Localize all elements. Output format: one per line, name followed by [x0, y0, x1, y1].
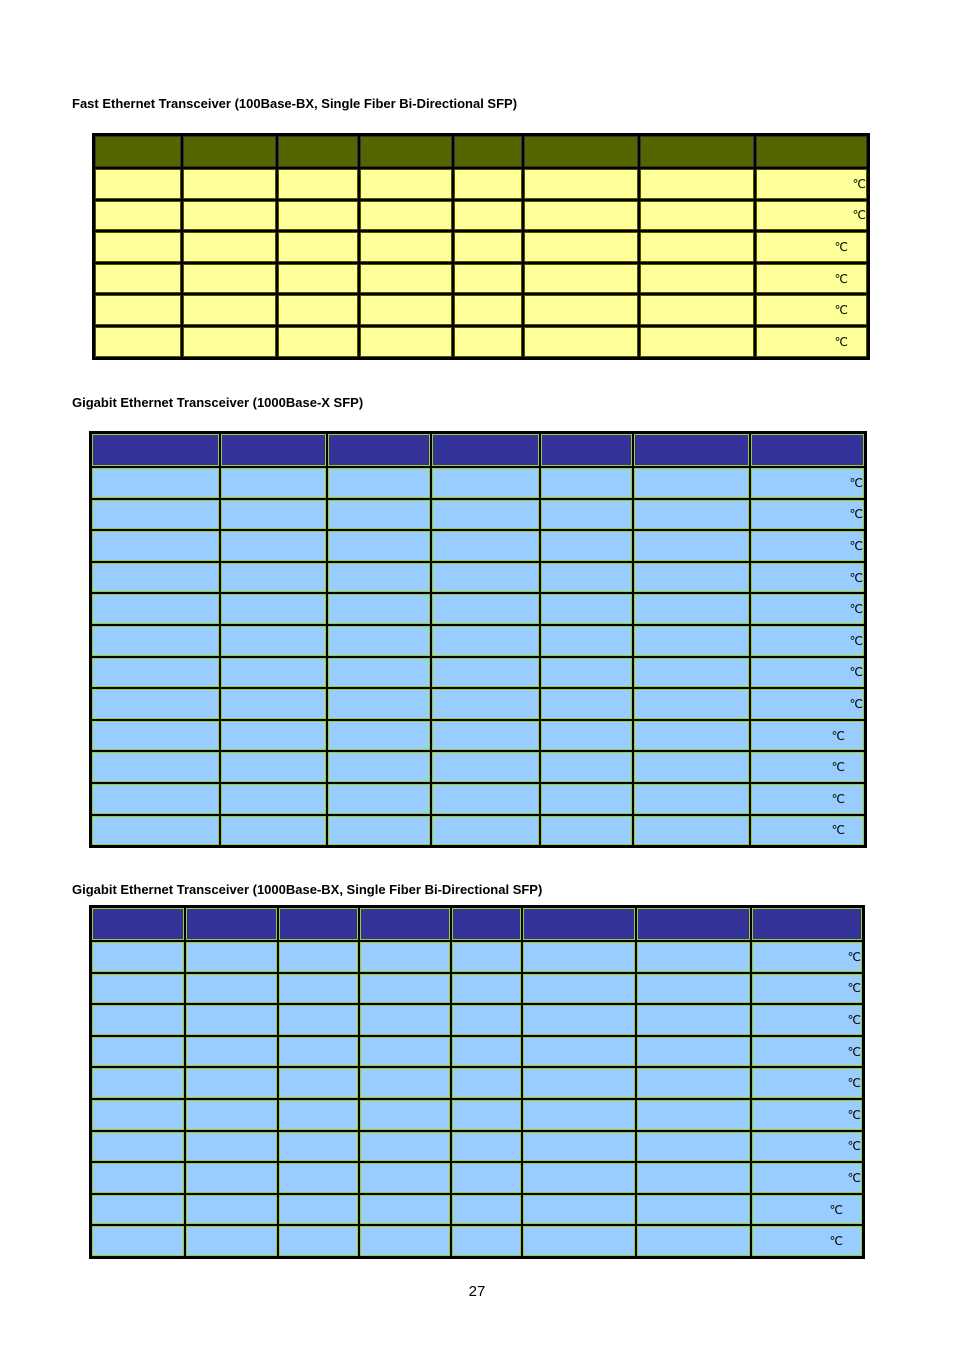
gigabit-bx-table [89, 905, 865, 1259]
table-cell [452, 1005, 520, 1035]
table-cell [452, 1195, 520, 1225]
table-cell [92, 784, 219, 814]
table-row [92, 721, 864, 751]
table-cell [523, 1226, 635, 1256]
table-cell [92, 689, 219, 719]
table-cell [432, 752, 539, 782]
table-cell [328, 658, 430, 688]
header-cell [92, 434, 219, 466]
table-cell [328, 500, 430, 530]
table-cell [634, 752, 749, 782]
table-cell [92, 531, 219, 561]
table-cell [186, 1005, 277, 1035]
table-cell [360, 974, 450, 1004]
table-cell [637, 974, 750, 1004]
header-cell [95, 136, 181, 167]
table-cell [454, 201, 522, 231]
table-cell [634, 721, 749, 751]
table-row [92, 531, 864, 561]
header-cell [452, 908, 520, 940]
table-cell [360, 1163, 450, 1193]
header-cell [524, 136, 638, 167]
header-cell [183, 136, 276, 167]
header-cell [637, 908, 750, 940]
table-row [92, 1037, 862, 1067]
table-cell [92, 1195, 184, 1225]
table-cell [186, 1195, 277, 1225]
table-cell [634, 689, 749, 719]
table-cell [541, 626, 632, 656]
table-row [92, 1005, 862, 1035]
table-row [92, 1068, 862, 1098]
table-cell [637, 1100, 750, 1130]
table-cell [541, 784, 632, 814]
temperature-cell: ℃ [752, 1005, 862, 1035]
table-cell [524, 169, 638, 199]
header-cell [756, 136, 867, 167]
table-cell [279, 1068, 358, 1098]
table-cell [640, 232, 754, 262]
table-cell [524, 264, 638, 294]
table-cell [92, 1132, 184, 1162]
table-cell [360, 1195, 450, 1225]
table-cell [183, 327, 276, 357]
table-cell [637, 942, 750, 972]
section-title-fast-ethernet-bx: Fast Ethernet Transceiver (100Base-BX, Single Fiber Bi-Directional SFP) [72, 96, 518, 111]
table-cell [432, 626, 539, 656]
table-cell [186, 1226, 277, 1256]
temperature-cell: ℃ [752, 1226, 862, 1256]
table-cell [92, 563, 219, 593]
table-cell [454, 327, 522, 357]
table-row [95, 295, 867, 325]
table-cell [278, 169, 358, 199]
temperature-cell: ℃ [751, 531, 864, 561]
table-cell [452, 1037, 520, 1067]
table-cell [279, 1100, 358, 1130]
table-cell [278, 295, 358, 325]
table-cell [634, 784, 749, 814]
table-cell [634, 563, 749, 593]
table-cell [328, 594, 430, 624]
header-cell [186, 908, 277, 940]
table-cell [279, 1037, 358, 1067]
temperature-cell: ℃ [751, 721, 864, 751]
temperature-cell: ℃ [756, 295, 867, 325]
header-cell [751, 434, 864, 466]
table-row [92, 658, 864, 688]
temperature-cell: ℃ [756, 232, 867, 262]
table-cell [452, 1132, 520, 1162]
table-cell [183, 264, 276, 294]
table-cell [541, 721, 632, 751]
table-cell [523, 1132, 635, 1162]
table-cell [328, 468, 430, 498]
table-cell [221, 594, 326, 624]
table-cell [360, 232, 452, 262]
temperature-cell: ℃ [751, 626, 864, 656]
table-cell [360, 201, 452, 231]
table-cell [637, 1037, 750, 1067]
header-cell [328, 434, 430, 466]
table-cell [183, 169, 276, 199]
table-cell [524, 232, 638, 262]
temperature-cell: ℃ [752, 1163, 862, 1193]
table-cell [523, 1100, 635, 1130]
table-cell [637, 1068, 750, 1098]
temperature-cell: ℃ [751, 816, 864, 846]
header-cell [221, 434, 326, 466]
table-cell [432, 500, 539, 530]
table-cell [634, 594, 749, 624]
table-header-row [92, 908, 862, 940]
table-cell [183, 201, 276, 231]
table-cell [92, 752, 219, 782]
table-cell [92, 1226, 184, 1256]
table-row [92, 500, 864, 530]
table-cell [454, 295, 522, 325]
table-cell [328, 752, 430, 782]
table-cell [432, 816, 539, 846]
table-cell [637, 1132, 750, 1162]
table-cell [634, 658, 749, 688]
table-cell [221, 784, 326, 814]
table-header-row [95, 136, 867, 167]
table-cell [541, 752, 632, 782]
table-cell [279, 1163, 358, 1193]
table-cell [432, 784, 539, 814]
table-row [92, 1226, 862, 1256]
table-cell [432, 531, 539, 561]
table-cell [92, 942, 184, 972]
table-cell [92, 1163, 184, 1193]
table-cell [432, 721, 539, 751]
table-cell [279, 1195, 358, 1225]
table-cell [278, 327, 358, 357]
table-cell [92, 626, 219, 656]
table-cell [523, 942, 635, 972]
table-cell [186, 1037, 277, 1067]
table-row [92, 1163, 862, 1193]
table-cell [452, 942, 520, 972]
table-cell [634, 626, 749, 656]
table-cell [278, 232, 358, 262]
table-cell [186, 1163, 277, 1193]
temperature-cell: ℃ [751, 594, 864, 624]
temperature-cell: ℃ [756, 264, 867, 294]
table-cell [221, 563, 326, 593]
table-cell [452, 1226, 520, 1256]
table-cell [95, 327, 181, 357]
table-cell [92, 500, 219, 530]
temperature-cell: ℃ [756, 201, 867, 231]
table-cell [432, 658, 539, 688]
table-row [92, 563, 864, 593]
table-cell [92, 1005, 184, 1035]
table-cell [221, 689, 326, 719]
table-cell [328, 784, 430, 814]
temperature-cell: ℃ [752, 1037, 862, 1067]
table-row [95, 232, 867, 262]
table-cell [541, 531, 632, 561]
table-cell [360, 1226, 450, 1256]
temperature-cell: ℃ [752, 974, 862, 1004]
table-cell [92, 974, 184, 1004]
temperature-cell: ℃ [751, 468, 864, 498]
table-cell [279, 974, 358, 1004]
page-number: 27 [468, 1283, 486, 1300]
header-cell [640, 136, 754, 167]
table-cell [524, 295, 638, 325]
header-cell [278, 136, 358, 167]
temperature-cell: ℃ [751, 658, 864, 688]
header-cell [454, 136, 522, 167]
header-cell [432, 434, 539, 466]
table-cell [523, 1005, 635, 1035]
table-cell [221, 500, 326, 530]
table-cell [432, 594, 539, 624]
table-cell [278, 201, 358, 231]
gigabit-x-table [89, 431, 867, 848]
temperature-cell: ℃ [751, 500, 864, 530]
table-cell [432, 468, 539, 498]
table-row [95, 327, 867, 357]
table-cell [221, 752, 326, 782]
table-cell [95, 264, 181, 294]
table-cell [360, 169, 452, 199]
table-cell [432, 689, 539, 719]
table-cell [360, 1068, 450, 1098]
table-cell [95, 169, 181, 199]
table-cell [328, 721, 430, 751]
temperature-cell: ℃ [751, 689, 864, 719]
table-row [92, 468, 864, 498]
table-cell [454, 169, 522, 199]
table-cell [221, 468, 326, 498]
table-cell [523, 1195, 635, 1225]
table-cell [92, 721, 219, 751]
table-cell [452, 974, 520, 1004]
table-cell [328, 689, 430, 719]
table-cell [279, 1132, 358, 1162]
table-cell [360, 942, 450, 972]
table-cell [637, 1226, 750, 1256]
table-cell [186, 1132, 277, 1162]
table-cell [541, 816, 632, 846]
table-cell [328, 626, 430, 656]
section-title-gigabit-x: Gigabit Ethernet Transceiver (1000Base-X SFP) [72, 395, 364, 410]
table-row [92, 974, 862, 1004]
table-cell [328, 563, 430, 593]
table-cell [541, 500, 632, 530]
table-cell [279, 1226, 358, 1256]
table-cell [95, 295, 181, 325]
table-cell [360, 1100, 450, 1130]
temperature-cell: ℃ [752, 942, 862, 972]
table-cell [221, 658, 326, 688]
temperature-cell: ℃ [752, 1068, 862, 1098]
table-cell [541, 658, 632, 688]
header-cell [360, 908, 450, 940]
temperature-cell: ℃ [756, 327, 867, 357]
table-header-row [92, 434, 864, 466]
table-cell [328, 816, 430, 846]
table-cell [92, 594, 219, 624]
table-cell [95, 201, 181, 231]
table-cell [452, 1068, 520, 1098]
table-row [92, 626, 864, 656]
temperature-cell: ℃ [751, 563, 864, 593]
header-cell [634, 434, 749, 466]
table-cell [523, 1163, 635, 1193]
header-cell [360, 136, 452, 167]
table-cell [637, 1005, 750, 1035]
table-row [92, 752, 864, 782]
table-cell [92, 658, 219, 688]
temperature-cell: ℃ [756, 169, 867, 199]
table-cell [183, 232, 276, 262]
table-row [92, 942, 862, 972]
temperature-cell: ℃ [752, 1132, 862, 1162]
table-cell [221, 721, 326, 751]
table-row [92, 1100, 862, 1130]
table-cell [541, 468, 632, 498]
table-cell [640, 295, 754, 325]
table-row [92, 1195, 862, 1225]
table-cell [454, 264, 522, 294]
fast-ethernet-bx-table [92, 133, 870, 360]
table-cell [640, 264, 754, 294]
header-cell [279, 908, 358, 940]
table-cell [360, 295, 452, 325]
table-cell [279, 1005, 358, 1035]
header-cell [92, 908, 184, 940]
section-title-gigabit-bx: Gigabit Ethernet Transceiver (1000Base-BX, Single Fiber Bi-Directional SFP) [72, 882, 543, 897]
table-cell [640, 201, 754, 231]
table-cell [523, 1068, 635, 1098]
table-cell [279, 942, 358, 972]
header-cell [523, 908, 635, 940]
table-cell [186, 974, 277, 1004]
table-row [92, 816, 864, 846]
table-cell [637, 1195, 750, 1225]
table-cell [523, 1037, 635, 1067]
table-cell [221, 531, 326, 561]
table-cell [186, 1100, 277, 1130]
table-cell [92, 468, 219, 498]
table-cell [360, 264, 452, 294]
table-cell [541, 689, 632, 719]
table-cell [634, 468, 749, 498]
table-cell [328, 531, 430, 561]
table-row [92, 1132, 862, 1162]
table-row [92, 689, 864, 719]
header-cell [752, 908, 862, 940]
table-cell [360, 1037, 450, 1067]
table-cell [95, 232, 181, 262]
table-cell [640, 169, 754, 199]
table-cell [360, 1005, 450, 1035]
temperature-cell: ℃ [752, 1195, 862, 1225]
table-cell [452, 1100, 520, 1130]
table-cell [278, 264, 358, 294]
table-cell [92, 1100, 184, 1130]
table-row [95, 264, 867, 294]
table-cell [92, 1037, 184, 1067]
table-cell [452, 1163, 520, 1193]
table-cell [541, 594, 632, 624]
table-row [92, 594, 864, 624]
table-cell [432, 563, 539, 593]
table-cell [186, 942, 277, 972]
table-cell [92, 1068, 184, 1098]
temperature-cell: ℃ [751, 752, 864, 782]
table-cell [634, 816, 749, 846]
header-cell [541, 434, 632, 466]
table-cell [92, 816, 219, 846]
table-cell [360, 327, 452, 357]
table-cell [186, 1068, 277, 1098]
table-cell [637, 1163, 750, 1193]
table-row [92, 784, 864, 814]
table-cell [524, 327, 638, 357]
table-cell [541, 563, 632, 593]
table-cell [640, 327, 754, 357]
table-cell [183, 295, 276, 325]
table-row [95, 169, 867, 199]
temperature-cell: ℃ [752, 1100, 862, 1130]
table-cell [454, 232, 522, 262]
temperature-cell: ℃ [751, 784, 864, 814]
table-cell [221, 626, 326, 656]
table-cell [634, 500, 749, 530]
table-cell [523, 974, 635, 1004]
table-cell [221, 816, 326, 846]
table-cell [524, 201, 638, 231]
table-row [95, 201, 867, 231]
table-cell [634, 531, 749, 561]
table-cell [360, 1132, 450, 1162]
